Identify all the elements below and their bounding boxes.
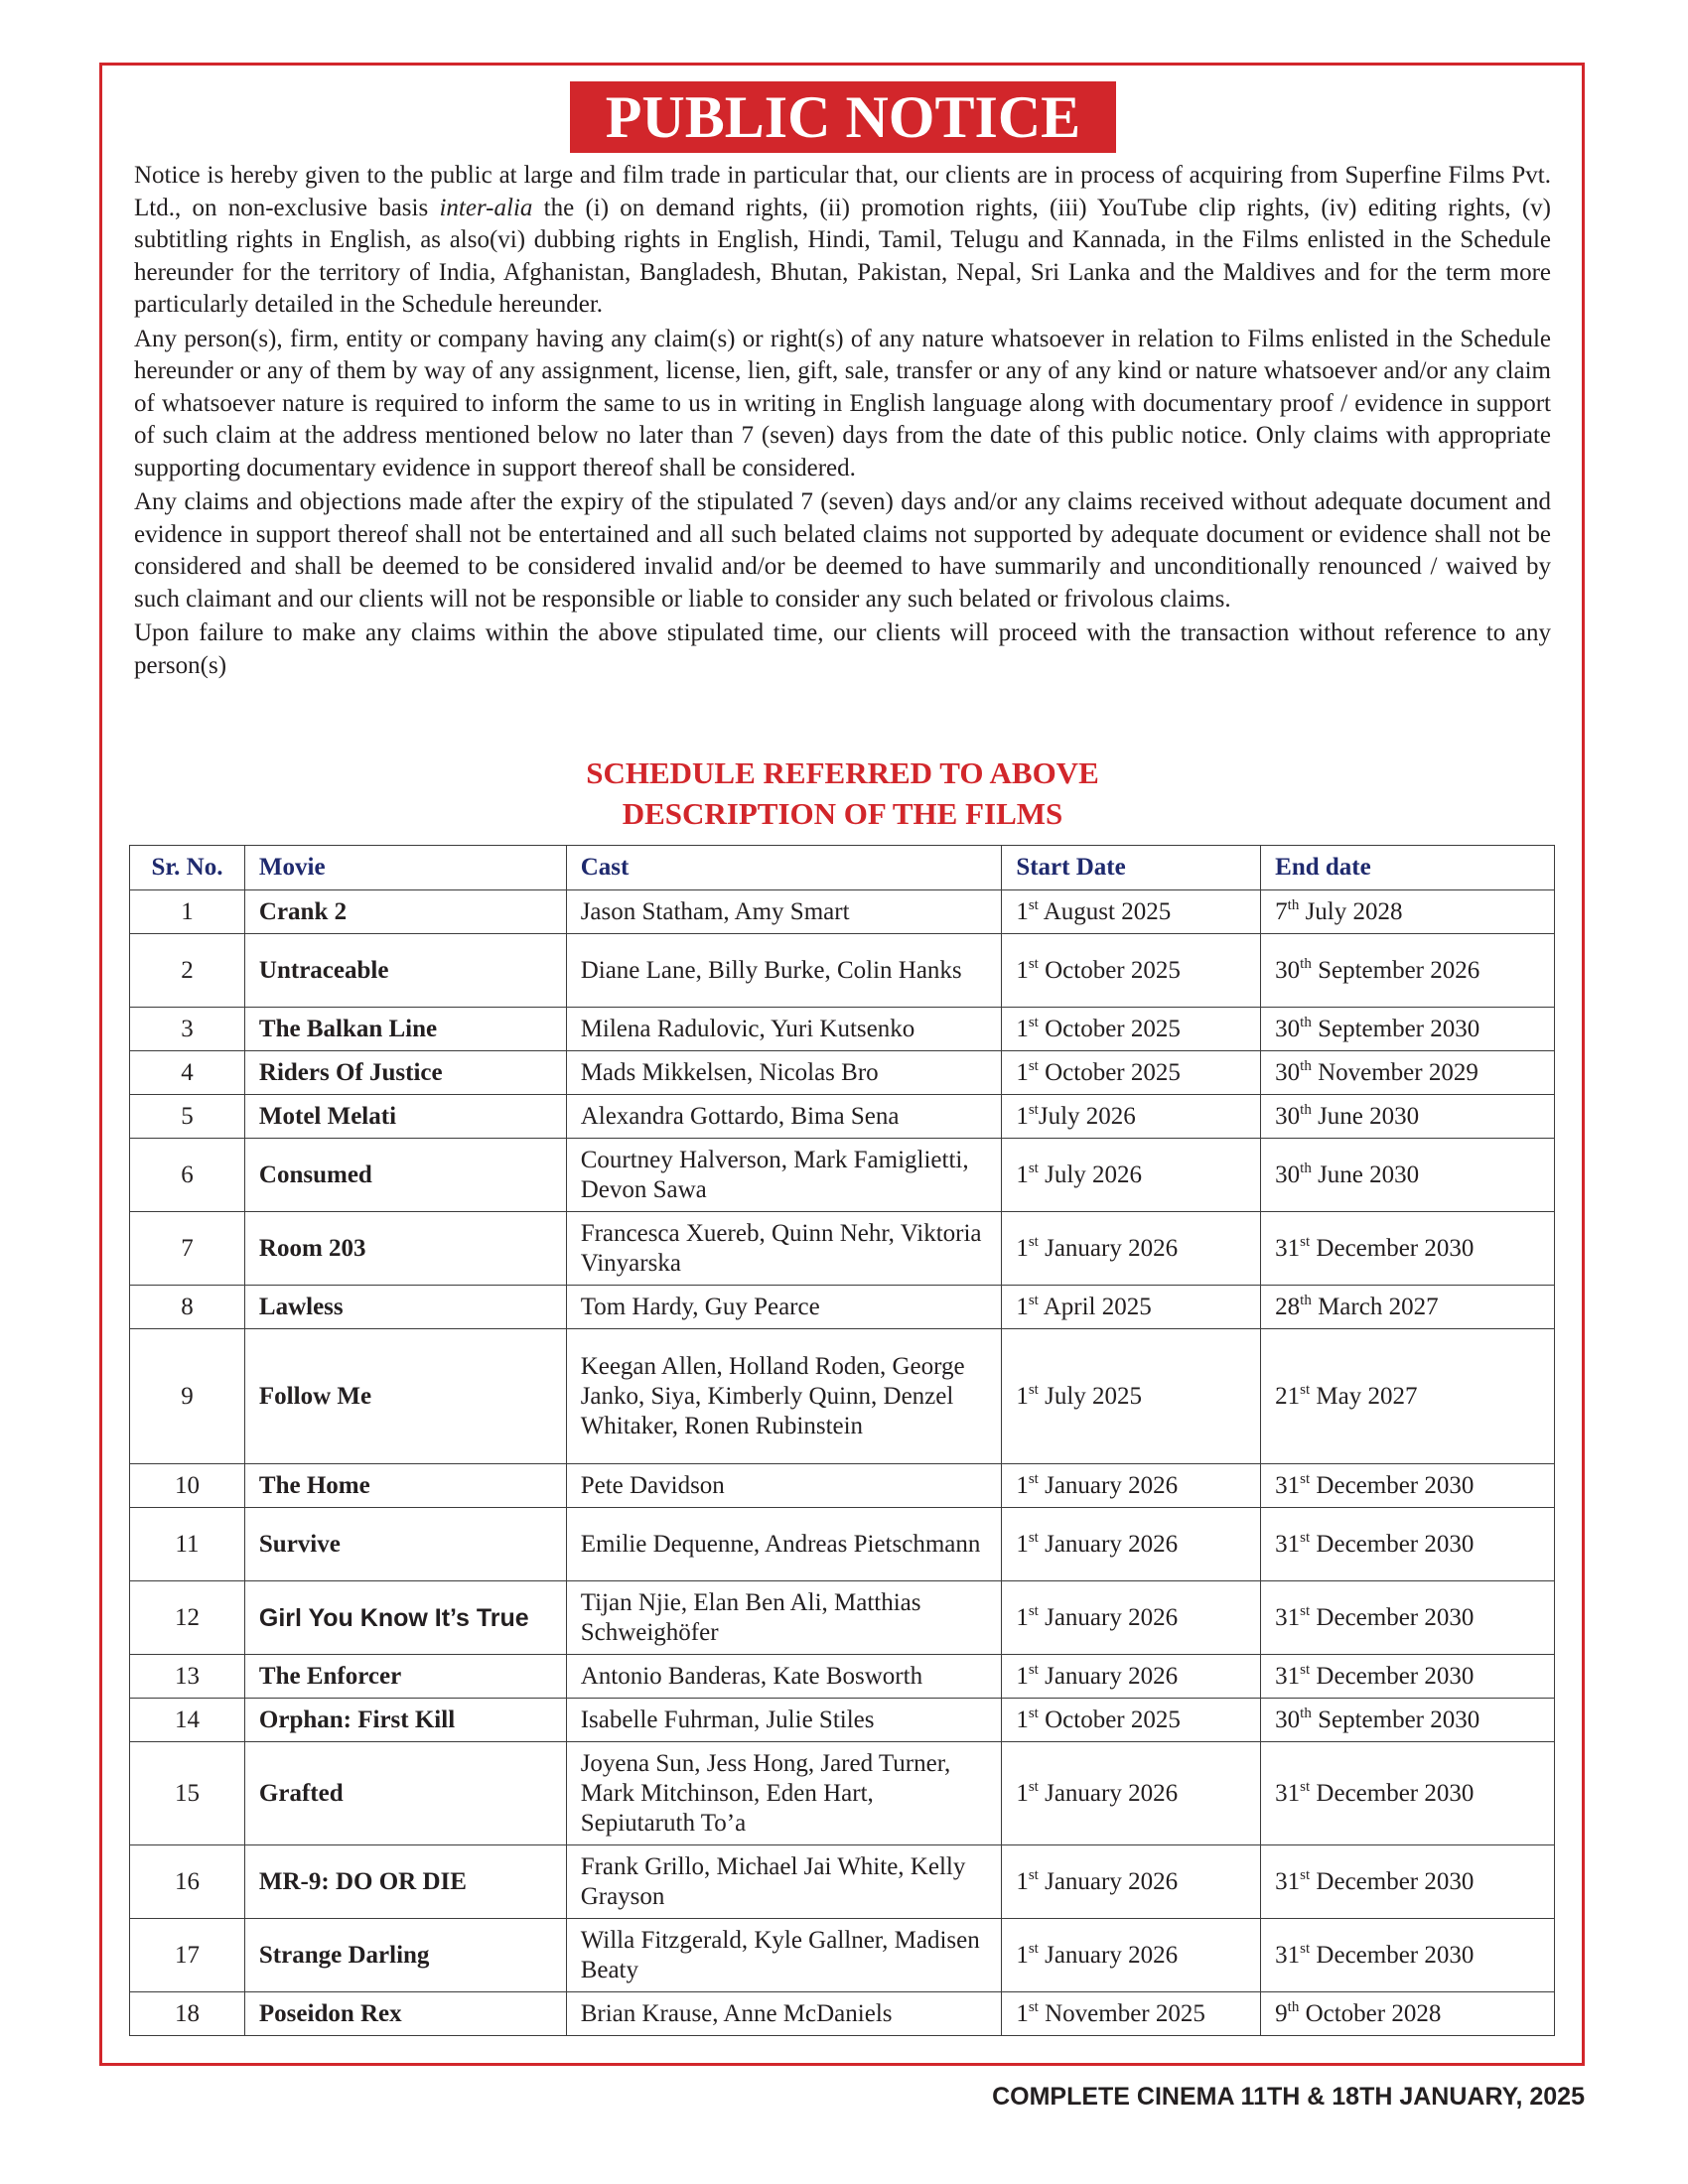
table-row xyxy=(130,1919,1555,1992)
start-month-year: April 2025 xyxy=(1038,1293,1152,1320)
cell-start-date xyxy=(1002,1699,1261,1742)
start-day: 1 xyxy=(1016,1662,1029,1690)
notice-body xyxy=(134,160,1551,684)
table-row xyxy=(130,1139,1555,1212)
paragraph-1 xyxy=(134,160,1551,322)
end-day-suffix: st xyxy=(1300,1866,1311,1883)
start-day: 1 xyxy=(1016,1706,1029,1733)
end-month-year: November 2029 xyxy=(1311,1058,1478,1086)
start-month-year: January 2026 xyxy=(1038,1530,1179,1558)
end-day: 7 xyxy=(1275,897,1288,925)
end-day-suffix: th xyxy=(1287,1998,1300,2015)
start-day-suffix: st xyxy=(1028,1381,1039,1398)
cell-end-date xyxy=(1261,1008,1555,1051)
cell-end-date xyxy=(1261,1464,1555,1508)
cell-start-date xyxy=(1002,1508,1261,1581)
cell-cast: Courtney Halverson, Mark Famiglietti, Devon Sawa xyxy=(566,1139,1002,1212)
start-day-suffix: st xyxy=(1028,1998,1039,2015)
cell-end-date xyxy=(1261,1992,1555,2036)
cell-cast: Isabelle Fuhrman, Julie Stiles xyxy=(566,1699,1002,1742)
end-month-year: October 2028 xyxy=(1299,1999,1442,2027)
end-month-year: December 2030 xyxy=(1310,1234,1475,1262)
cell-movie: MR-9: DO OR DIE xyxy=(244,1845,566,1919)
cell-start-date xyxy=(1002,1095,1261,1139)
table-row xyxy=(130,1008,1555,1051)
cell-start-date xyxy=(1002,1286,1261,1329)
cell-start-date xyxy=(1002,1581,1261,1655)
cell-start-date xyxy=(1002,934,1261,1008)
start-month-year: October 2025 xyxy=(1038,1058,1181,1086)
end-day-suffix: th xyxy=(1300,1057,1312,1074)
cell-start-date xyxy=(1002,1051,1261,1095)
schedule-heading xyxy=(134,752,1551,834)
end-day-suffix: th xyxy=(1287,896,1300,913)
start-day-suffix: st xyxy=(1028,1292,1039,1308)
start-month-year: January 2026 xyxy=(1038,1867,1179,1895)
cell-movie: Strange Darling xyxy=(244,1919,566,1992)
table-row xyxy=(130,1581,1555,1655)
end-day: 30 xyxy=(1275,1015,1301,1042)
end-day: 28 xyxy=(1275,1293,1301,1320)
table-row xyxy=(130,934,1555,1008)
start-month-year: January 2026 xyxy=(1038,1779,1179,1807)
table-header-row xyxy=(130,846,1555,890)
cell-sr-no: 9 xyxy=(130,1329,245,1464)
end-day: 31 xyxy=(1275,1662,1301,1690)
start-day-suffix: st xyxy=(1028,1233,1039,1250)
page-title: PUBLIC NOTICE xyxy=(570,81,1116,153)
cell-end-date xyxy=(1261,1655,1555,1699)
schedule-heading-line-1: SCHEDULE REFERRED TO ABOVE xyxy=(586,755,1099,790)
start-day-suffix: st xyxy=(1028,1101,1039,1118)
start-day-suffix: st xyxy=(1028,1778,1039,1795)
cell-movie: Follow Me xyxy=(244,1329,566,1464)
end-month-year: September 2030 xyxy=(1311,1015,1480,1042)
cell-sr-no: 17 xyxy=(130,1919,245,1992)
end-month-year: December 2030 xyxy=(1310,1662,1475,1690)
start-month-year: July 2026 xyxy=(1038,1102,1136,1130)
cell-sr-no: 4 xyxy=(130,1051,245,1095)
start-day: 1 xyxy=(1016,1999,1029,2027)
paragraph-2: Any person(s), firm, entity or company having any claim(s) or right(s) of any nature whatsoever in relation to Films enlisted in the Schedule hereunder or any of them by way of any assignment, license, lien, gift, sale, transfer or any of any kind or nature whatsoever and/or any claim of whatsoever nature is required to inform the same to us in writing in English language along with documentary proof / evidence in support of such claim at the address mentioned below no later than 7 (seven) days from the date of this public notice. Only claims with appropriate supporting documentary evidence in support thereof shall be considered. xyxy=(134,325,1551,481)
start-day-suffix: st xyxy=(1028,1014,1039,1030)
end-day-suffix: th xyxy=(1300,1292,1312,1308)
cell-cast: Diane Lane, Billy Burke, Colin Hanks xyxy=(566,934,1002,1008)
cell-sr-no: 1 xyxy=(130,890,245,934)
start-day: 1 xyxy=(1016,1102,1029,1130)
start-day: 1 xyxy=(1016,1530,1029,1558)
end-day-suffix: st xyxy=(1300,1470,1311,1487)
start-day: 1 xyxy=(1016,1234,1029,1262)
end-month-year: June 2030 xyxy=(1311,1102,1420,1130)
cell-sr-no: 16 xyxy=(130,1845,245,1919)
start-month-year: October 2025 xyxy=(1038,956,1181,984)
cell-movie: Riders Of Justice xyxy=(244,1051,566,1095)
table-row xyxy=(130,890,1555,934)
end-day-suffix: th xyxy=(1300,1705,1312,1721)
end-day: 31 xyxy=(1275,1530,1301,1558)
cell-cast: Emilie Dequenne, Andreas Pietschmann xyxy=(566,1508,1002,1581)
start-month-year: July 2025 xyxy=(1038,1382,1143,1410)
cell-cast: Jason Statham, Amy Smart xyxy=(566,890,1002,934)
end-day: 21 xyxy=(1275,1382,1301,1410)
cell-sr-no: 8 xyxy=(130,1286,245,1329)
cell-end-date xyxy=(1261,934,1555,1008)
table-row xyxy=(130,1464,1555,1508)
start-day-suffix: st xyxy=(1028,1705,1039,1721)
end-day-suffix: st xyxy=(1300,1661,1311,1678)
cell-end-date xyxy=(1261,1212,1555,1286)
end-month-year: September 2030 xyxy=(1311,1706,1480,1733)
table-row xyxy=(130,1655,1555,1699)
start-day-suffix: st xyxy=(1028,1529,1039,1546)
start-day: 1 xyxy=(1016,1058,1029,1086)
cell-end-date xyxy=(1261,890,1555,934)
cell-end-date xyxy=(1261,1919,1555,1992)
start-month-year: January 2026 xyxy=(1038,1662,1179,1690)
header-sr-no: Sr. No. xyxy=(130,846,245,890)
end-day: 30 xyxy=(1275,1102,1301,1130)
cell-sr-no: 18 xyxy=(130,1992,245,2036)
start-day-suffix: st xyxy=(1028,955,1039,972)
end-day-suffix: st xyxy=(1300,1778,1311,1795)
cell-sr-no: 12 xyxy=(130,1581,245,1655)
paragraph-1-part-b: the (i) on demand rights, (ii) promotion rights, (iii) YouTube clip rights, (iv) editing rights, (v) subtitling rights in English, as also(vi) dubbing rights in English, Hindi, Tamil, Telugu and Kannada, in the Films enlisted in the Schedule hereunder for the territory of India, Afghanistan, Bangladesh, Bhutan, Pakistan, Nepal, Sri Lanka and the Maldives and for the term more particularly detailed in the Schedule hereunder. xyxy=(134,194,1551,318)
start-month-year: October 2025 xyxy=(1038,1706,1181,1733)
end-month-year: December 2030 xyxy=(1310,1530,1475,1558)
end-month-year: May 2027 xyxy=(1310,1382,1418,1410)
cell-cast: Pete Davidson xyxy=(566,1464,1002,1508)
start-day: 1 xyxy=(1016,1382,1029,1410)
header-start-date: Start Date xyxy=(1002,846,1261,890)
table-row xyxy=(130,1212,1555,1286)
paragraph-4: Upon failure to make any claims within the above stipulated time, our clients will proceed with the transaction without reference to any person(s) xyxy=(134,619,1551,679)
start-day: 1 xyxy=(1016,956,1029,984)
cell-movie: The Enforcer xyxy=(244,1655,566,1699)
start-month-year: January 2026 xyxy=(1038,1234,1179,1262)
start-month-year: October 2025 xyxy=(1038,1015,1181,1042)
cell-end-date xyxy=(1261,1139,1555,1212)
end-day-suffix: st xyxy=(1300,1602,1311,1619)
cell-cast: Alexandra Gottardo, Bima Sena xyxy=(566,1095,1002,1139)
end-month-year: March 2027 xyxy=(1311,1293,1439,1320)
cell-start-date xyxy=(1002,1655,1261,1699)
cell-movie: Orphan: First Kill xyxy=(244,1699,566,1742)
end-day: 9 xyxy=(1275,1999,1288,2027)
start-month-year: January 2026 xyxy=(1038,1471,1179,1499)
cell-end-date xyxy=(1261,1051,1555,1095)
cell-sr-no: 11 xyxy=(130,1508,245,1581)
start-day: 1 xyxy=(1016,1471,1029,1499)
cell-sr-no: 3 xyxy=(130,1008,245,1051)
cell-cast: Tijan Njie, Elan Ben Ali, Matthias Schweighöfer xyxy=(566,1581,1002,1655)
table-row xyxy=(130,1508,1555,1581)
start-day: 1 xyxy=(1016,1867,1029,1895)
end-month-year: December 2030 xyxy=(1310,1779,1475,1807)
cell-end-date xyxy=(1261,1581,1555,1655)
cell-start-date xyxy=(1002,1139,1261,1212)
start-day-suffix: st xyxy=(1028,1602,1039,1619)
end-month-year: December 2030 xyxy=(1310,1941,1475,1969)
start-month-year: July 2026 xyxy=(1038,1160,1143,1188)
end-month-year: July 2028 xyxy=(1299,897,1403,925)
header-cast: Cast xyxy=(566,846,1002,890)
start-day-suffix: st xyxy=(1028,1661,1039,1678)
cell-start-date xyxy=(1002,1212,1261,1286)
cell-sr-no: 15 xyxy=(130,1742,245,1845)
end-month-year: December 2030 xyxy=(1310,1867,1475,1895)
cell-movie: Consumed xyxy=(244,1139,566,1212)
end-day-suffix: st xyxy=(1300,1233,1311,1250)
start-month-year: November 2025 xyxy=(1038,1999,1205,2027)
cell-start-date xyxy=(1002,1992,1261,2036)
end-day: 31 xyxy=(1275,1779,1301,1807)
cell-cast: Antonio Banderas, Kate Bosworth xyxy=(566,1655,1002,1699)
cell-start-date xyxy=(1002,1008,1261,1051)
table-row xyxy=(130,1051,1555,1095)
cell-cast: Mads Mikkelsen, Nicolas Bro xyxy=(566,1051,1002,1095)
cell-sr-no: 10 xyxy=(130,1464,245,1508)
cell-cast: Brian Krause, Anne McDaniels xyxy=(566,1992,1002,2036)
cell-cast: Keegan Allen, Holland Roden, George Janko, Siya, Kimberly Quinn, Denzel Whitaker, Ronen Rubinstein xyxy=(566,1329,1002,1464)
end-month-year: December 2030 xyxy=(1310,1471,1475,1499)
cell-movie: Crank 2 xyxy=(244,890,566,934)
cell-sr-no: 5 xyxy=(130,1095,245,1139)
end-month-year: December 2030 xyxy=(1310,1603,1475,1631)
cell-cast: Francesca Xuereb, Quinn Nehr, Viktoria Vinyarska xyxy=(566,1212,1002,1286)
table-row xyxy=(130,1845,1555,1919)
table-row xyxy=(130,1992,1555,2036)
end-month-year: September 2026 xyxy=(1311,956,1480,984)
cell-movie: Survive xyxy=(244,1508,566,1581)
cell-cast: Frank Grillo, Michael Jai White, Kelly Grayson xyxy=(566,1845,1002,1919)
films-table xyxy=(129,845,1555,2036)
cell-end-date xyxy=(1261,1742,1555,1845)
cell-sr-no: 7 xyxy=(130,1212,245,1286)
cell-start-date xyxy=(1002,1845,1261,1919)
start-month-year: January 2026 xyxy=(1038,1603,1179,1631)
cell-start-date xyxy=(1002,1742,1261,1845)
start-day: 1 xyxy=(1016,1779,1029,1807)
start-day: 1 xyxy=(1016,1603,1029,1631)
cell-start-date xyxy=(1002,1464,1261,1508)
start-day-suffix: st xyxy=(1028,1057,1039,1074)
end-day: 31 xyxy=(1275,1603,1301,1631)
end-day: 31 xyxy=(1275,1471,1301,1499)
table-row xyxy=(130,1095,1555,1139)
end-day-suffix: th xyxy=(1300,1014,1312,1030)
cell-sr-no: 14 xyxy=(130,1699,245,1742)
table-row xyxy=(130,1742,1555,1845)
cell-movie: Lawless xyxy=(244,1286,566,1329)
table-row xyxy=(130,1699,1555,1742)
footer-publication: COMPLETE CINEMA 11TH & 18TH JANUARY, 2025 xyxy=(992,2083,1585,2111)
cell-cast: Tom Hardy, Guy Pearce xyxy=(566,1286,1002,1329)
start-month-year: January 2026 xyxy=(1038,1941,1179,1969)
cell-end-date xyxy=(1261,1845,1555,1919)
start-day: 1 xyxy=(1016,1015,1029,1042)
paragraph-3: Any claims and objections made after the expiry of the stipulated 7 (seven) days and/or any claims received without adequate document and evidence in support thereof shall not be entertained and all such belated claims not supported by adequate document or evidence shall not be considered and shall be deemed to be considered invalid and/or be deemed to have summarily and unconditionally renounced / waived by such claimant and our clients will not be responsible or liable to consider any such belated or frivolous claims. xyxy=(134,488,1551,613)
end-day: 30 xyxy=(1275,1058,1301,1086)
cell-sr-no: 2 xyxy=(130,934,245,1008)
end-day: 31 xyxy=(1275,1941,1301,1969)
cell-movie: Untraceable xyxy=(244,934,566,1008)
end-month-year: June 2030 xyxy=(1311,1160,1420,1188)
cell-end-date xyxy=(1261,1095,1555,1139)
cell-end-date xyxy=(1261,1286,1555,1329)
cell-end-date xyxy=(1261,1329,1555,1464)
cell-sr-no: 6 xyxy=(130,1139,245,1212)
end-day: 31 xyxy=(1275,1234,1301,1262)
cell-movie: Grafted xyxy=(244,1742,566,1845)
cell-start-date xyxy=(1002,1329,1261,1464)
start-day-suffix: st xyxy=(1028,1940,1039,1957)
header-movie: Movie xyxy=(244,846,566,890)
start-day: 1 xyxy=(1016,897,1029,925)
start-day-suffix: st xyxy=(1028,1470,1039,1487)
table-row xyxy=(130,1286,1555,1329)
start-day-suffix: st xyxy=(1028,896,1039,913)
cell-end-date xyxy=(1261,1699,1555,1742)
cell-start-date xyxy=(1002,1919,1261,1992)
cell-movie: The Balkan Line xyxy=(244,1008,566,1051)
cell-cast: Milena Radulovic, Yuri Kutsenko xyxy=(566,1008,1002,1051)
start-day-suffix: st xyxy=(1028,1866,1039,1883)
end-day: 30 xyxy=(1275,956,1301,984)
cell-end-date xyxy=(1261,1508,1555,1581)
header-end-date: End date xyxy=(1261,846,1555,890)
end-day-suffix: st xyxy=(1300,1940,1311,1957)
schedule-heading-line-2: DESCRIPTION OF THE FILMS xyxy=(622,796,1063,831)
end-day-suffix: th xyxy=(1300,1160,1312,1176)
start-month-year: August 2025 xyxy=(1038,897,1172,925)
end-day: 30 xyxy=(1275,1160,1301,1188)
end-day: 31 xyxy=(1275,1867,1301,1895)
cell-cast: Willa Fitzgerald, Kyle Gallner, Madisen Beaty xyxy=(566,1919,1002,1992)
end-day: 30 xyxy=(1275,1706,1301,1733)
end-day-suffix: th xyxy=(1300,955,1312,972)
start-day: 1 xyxy=(1016,1941,1029,1969)
start-day: 1 xyxy=(1016,1293,1029,1320)
cell-movie: The Home xyxy=(244,1464,566,1508)
cell-movie: Motel Melati xyxy=(244,1095,566,1139)
cell-sr-no: 13 xyxy=(130,1655,245,1699)
cell-cast: Joyena Sun, Jess Hong, Jared Turner, Mark Mitchinson, Eden Hart, Sepiutaruth To’a xyxy=(566,1742,1002,1845)
cell-movie: Girl You Know It’s True xyxy=(244,1581,566,1655)
start-day: 1 xyxy=(1016,1160,1029,1188)
cell-movie: Room 203 xyxy=(244,1212,566,1286)
paragraph-1-part-a: Notice is hereby given to the public at large and film trade in particular that, our clients are in process of acquiring from Superfine Films Pvt. Ltd., on non-exclusive basis xyxy=(134,162,1551,221)
cell-movie: Poseidon Rex xyxy=(244,1992,566,2036)
end-day-suffix: st xyxy=(1300,1529,1311,1546)
table-row xyxy=(130,1329,1555,1464)
paragraph-1-emphasis: inter-alia xyxy=(439,194,533,221)
start-day-suffix: st xyxy=(1028,1160,1039,1176)
end-day-suffix: st xyxy=(1300,1381,1311,1398)
cell-start-date xyxy=(1002,890,1261,934)
end-day-suffix: th xyxy=(1300,1101,1312,1118)
